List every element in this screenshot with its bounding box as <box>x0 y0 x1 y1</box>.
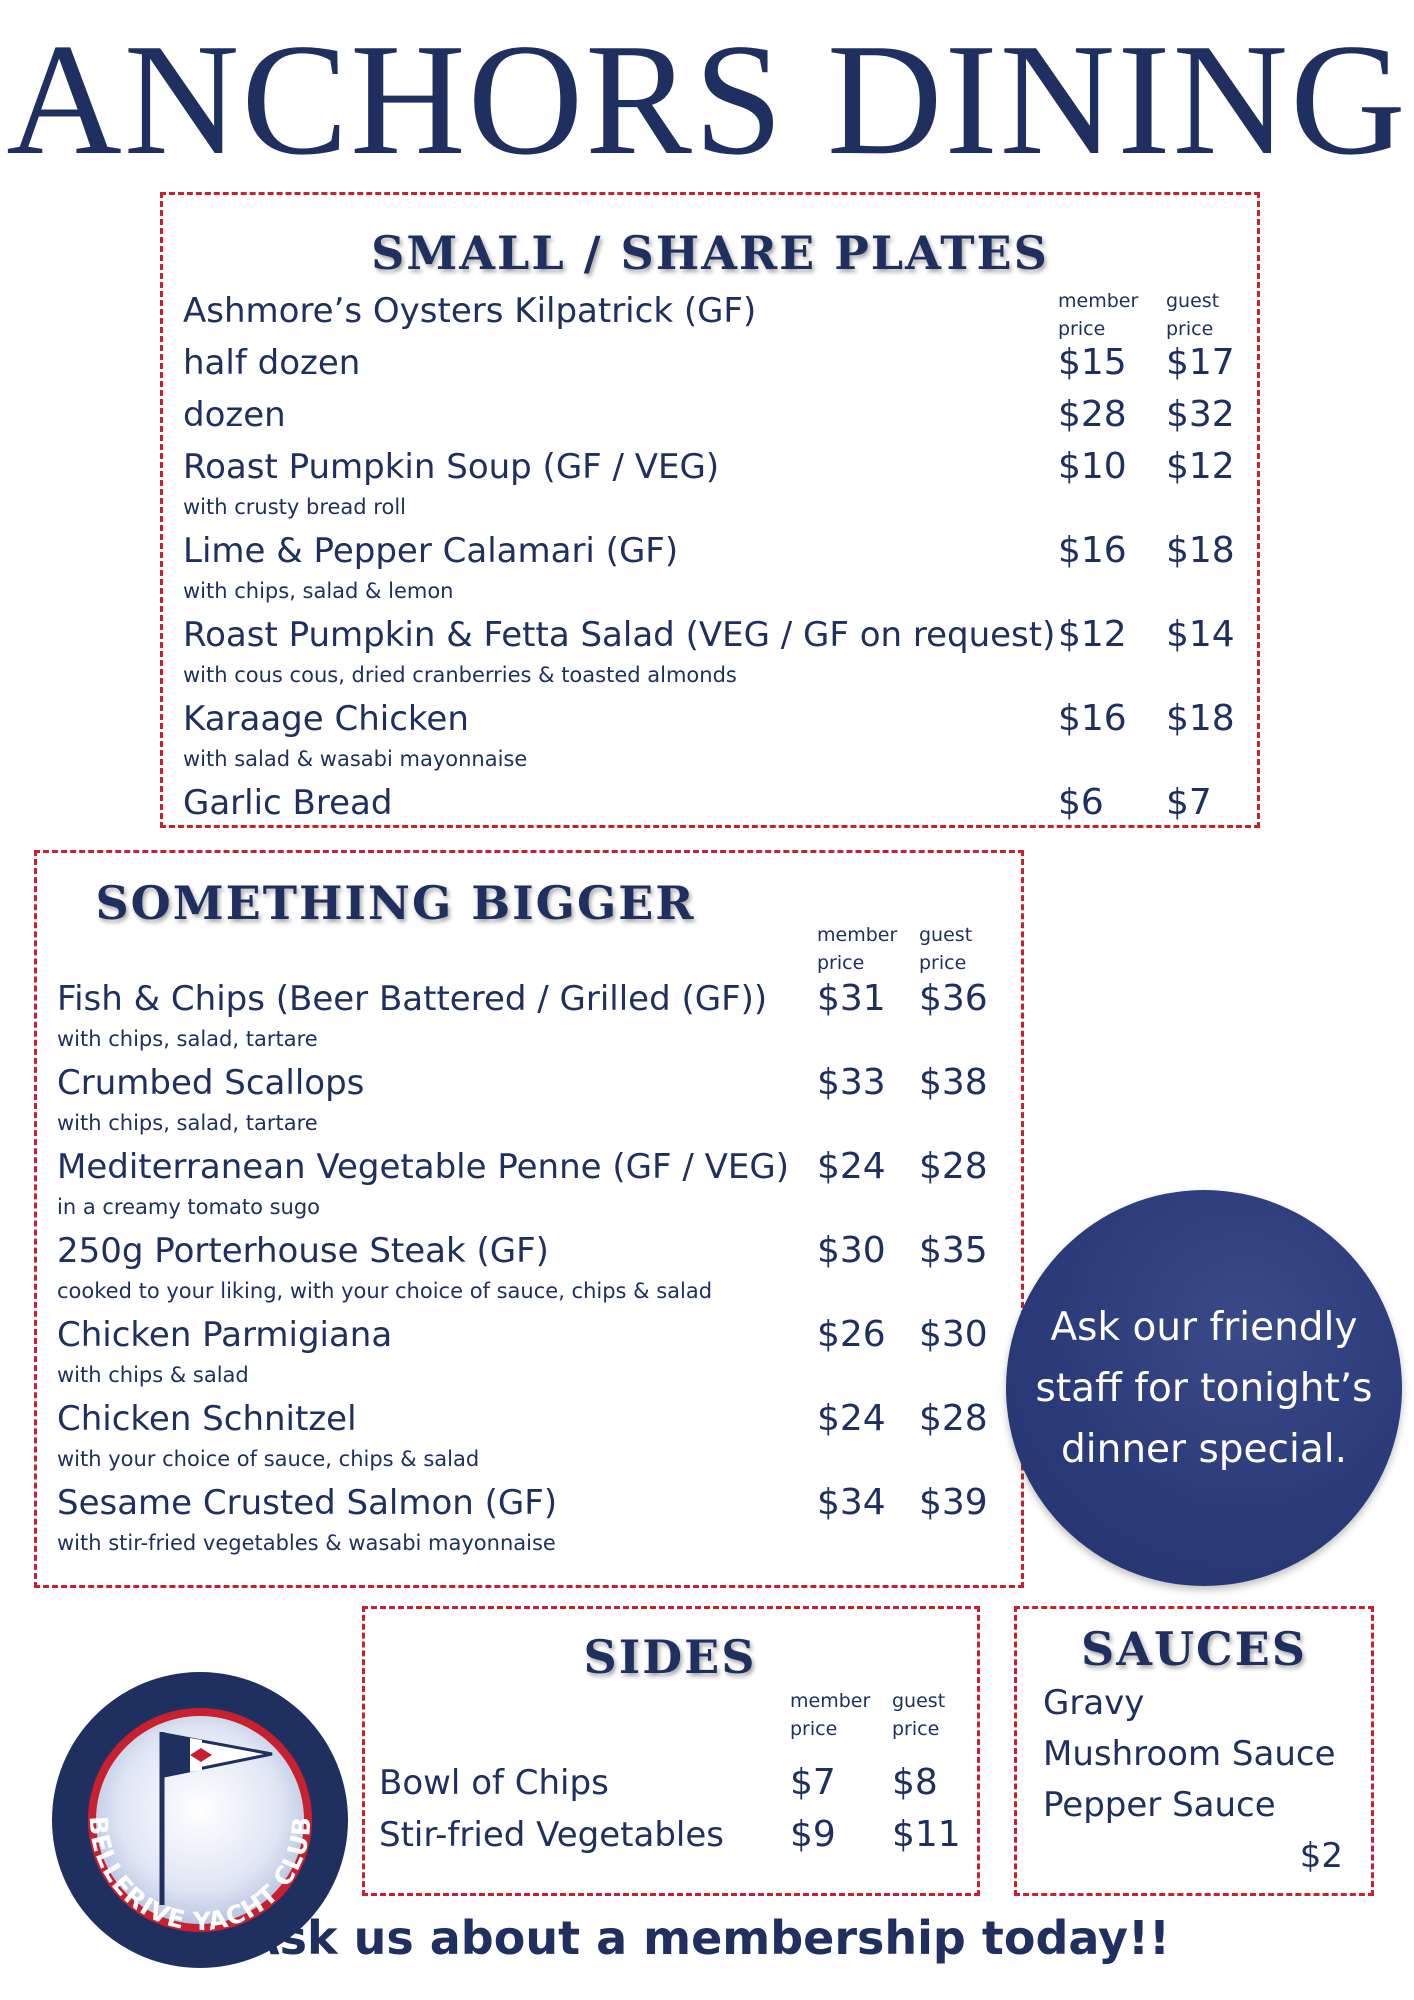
item-name: Crumbed Scallops <box>57 1063 365 1103</box>
guest-price: $7 <box>1166 782 1212 823</box>
bigger-item <box>57 977 1007 1067</box>
item-name: Bowl of Chips <box>379 1763 609 1803</box>
member-price-label: member price <box>1058 290 1139 340</box>
item-name: Ashmore’s Oysters Kilpatrick (GF) <box>183 291 757 331</box>
bigger-item <box>57 1397 1007 1487</box>
member-price: $15 <box>1058 342 1127 383</box>
item-name: half dozen <box>183 343 361 383</box>
guest-price: $38 <box>919 1062 988 1103</box>
guest-price: $18 <box>1166 530 1235 571</box>
member-price: $10 <box>1058 446 1127 487</box>
guest-price: $8 <box>892 1762 938 1803</box>
member-price: $24 <box>817 1146 886 1187</box>
guest-price: $11 <box>892 1814 961 1855</box>
small-share-heading: SMALL / SHARE PLATES <box>371 226 1049 280</box>
dinner-special-badge <box>1006 1190 1402 1586</box>
sauces-section <box>1014 1606 1374 1896</box>
item-name: Roast Pumpkin Soup (GF / VEG) <box>183 447 720 487</box>
guest-price: $36 <box>919 978 988 1019</box>
sides-item <box>379 1813 969 1903</box>
something-bigger-heading: SOMETHING BIGGER <box>95 876 696 930</box>
item-name: 250g Porterhouse Steak (GF) <box>57 1231 549 1271</box>
small_share-item <box>183 613 1243 703</box>
member-price: $24 <box>817 1398 886 1439</box>
guest-price: $28 <box>919 1398 988 1439</box>
item-name: Roast Pumpkin & Fetta Salad (VEG / GF on request) <box>183 615 1056 655</box>
small-share-list <box>183 195 1243 825</box>
item-description: cooked to your liking, with your choice of sauce, chips & salad <box>57 1279 713 1303</box>
small_share-item <box>183 445 1243 535</box>
item-description: with chips, salad & lemon <box>183 579 454 603</box>
sides-section <box>362 1606 980 1896</box>
member-price: $12 <box>1058 614 1127 655</box>
sauce-item-gravy: Gravy <box>1043 1683 1145 1723</box>
guest-price: $35 <box>919 1230 988 1271</box>
bigger-item <box>57 1481 1007 1571</box>
item-description: with your choice of sauce, chips & salad <box>57 1447 480 1471</box>
small-share-section <box>160 192 1260 828</box>
guest-price: $30 <box>919 1314 988 1355</box>
member-price: $7 <box>790 1762 836 1803</box>
member-price: $6 <box>1058 782 1104 823</box>
item-name: Stir-fried Vegetables <box>379 1815 724 1855</box>
guest-price: $17 <box>1166 342 1235 383</box>
member-price: $30 <box>817 1230 886 1271</box>
bigger-item <box>57 1061 1007 1151</box>
member-price: $34 <box>817 1482 886 1523</box>
item-description: with chips, salad, tartare <box>57 1027 318 1051</box>
membership-footer: Ask us about a membership today!! <box>244 1911 1170 1965</box>
sides-list <box>379 1609 969 1893</box>
guest-price: $32 <box>1166 394 1235 435</box>
item-description: in a creamy tomato sugo <box>57 1195 321 1219</box>
item-name: Mediterranean Vegetable Penne (GF / VEG) <box>57 1147 789 1187</box>
guest-price-label: guest price <box>1166 290 1220 340</box>
small_share-item <box>183 697 1243 787</box>
guest-price-label: guest price <box>892 1690 946 1740</box>
guest-price: $14 <box>1166 614 1235 655</box>
item-name: dozen <box>183 395 286 435</box>
member-price: $9 <box>790 1814 836 1855</box>
item-description: with chips, salad, tartare <box>57 1111 318 1135</box>
item-description: with crusty bread roll <box>183 495 406 519</box>
guest-price: $18 <box>1166 698 1235 739</box>
sauce-price: $2 <box>1299 1836 1343 1876</box>
item-name: Chicken Parmigiana <box>57 1315 393 1355</box>
item-name: Lime & Pepper Calamari (GF) <box>183 531 679 571</box>
bigger-item <box>57 1229 1007 1319</box>
guest-price: $39 <box>919 1482 988 1523</box>
item-description: with cous cous, dried cranberries & toasted almonds <box>183 663 737 687</box>
item-name: Garlic Bread <box>183 783 393 823</box>
something-bigger-list <box>57 853 1007 1585</box>
guest-price: $12 <box>1166 446 1235 487</box>
item-description: with chips & salad <box>57 1363 249 1387</box>
member-price: $31 <box>817 978 886 1019</box>
item-name: Sesame Crusted Salmon (GF) <box>57 1483 558 1523</box>
member-price-label: member price <box>817 924 898 974</box>
member-price: $28 <box>1058 394 1127 435</box>
guest-price-label: guest price <box>919 924 973 974</box>
member-price: $16 <box>1058 530 1127 571</box>
item-name: Fish & Chips (Beer Battered / Grilled (GF)) <box>57 979 768 1019</box>
logo-text: BELLERIVE YACHT CLUB <box>83 1815 317 1937</box>
member-price-label: member price <box>790 1690 871 1740</box>
page-title: ANCHORS DINING <box>6 10 1408 188</box>
sauce-item-mushroom: Mushroom Sauce <box>1043 1734 1336 1774</box>
member-price: $16 <box>1058 698 1127 739</box>
guest-price: $28 <box>919 1146 988 1187</box>
member-price: $26 <box>817 1314 886 1355</box>
bigger-item <box>57 1145 1007 1235</box>
item-name: Chicken Schnitzel <box>57 1399 357 1439</box>
item-description: with salad & wasabi mayonnaise <box>183 747 528 771</box>
member-price: $33 <box>817 1062 886 1103</box>
item-name: Karaage Chicken <box>183 699 469 739</box>
item-description: with stir-fried vegetables & wasabi mayonnaise <box>57 1531 556 1555</box>
sauce-item-pepper: Pepper Sauce <box>1043 1785 1276 1825</box>
bigger-item <box>57 1313 1007 1403</box>
something-bigger-section <box>34 850 1024 1588</box>
small_share-item <box>183 529 1243 619</box>
sides-heading: SIDES <box>583 1630 757 1684</box>
sauces-heading: SAUCES <box>1081 1622 1307 1676</box>
dinner-special-text: Ask our friendly staff for tonight’s dinner special. <box>1035 1304 1373 1472</box>
